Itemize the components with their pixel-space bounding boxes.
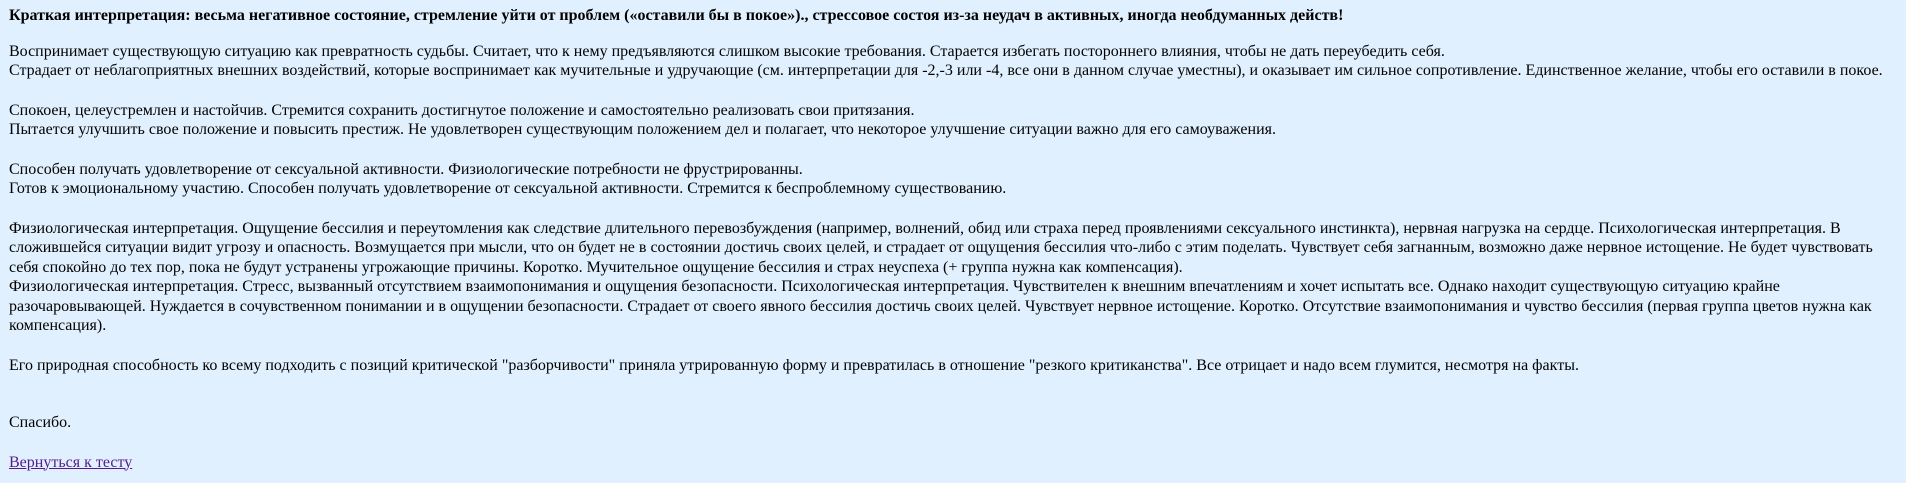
text-line: Физиологическая интерпретация. Стресс, вызванный отсутствием взаимопонимания и ощущения безопасности. Психологическая интерпретация. Чувствителен к внешним впечатлениям и хочет испытать все. Однако находит существующую ситуацию крайне xyxy=(9,278,1780,295)
scrollbar[interactable] xyxy=(1894,0,1906,483)
text-line: разочаровывающей. Нуждается в сочувственном понимании и в ощущении безопасности. Страдает от своего явного бессилия достичь своих целей. Чувствует нервное истощение. Коротко. Отсутствие взаимопонимания и чувство бессилия (первая группа цветов нужна как xyxy=(9,297,1872,315)
text-line: Его природная способность ко всему подходить с позиций критической "разборчивости" приняла утрированную форму и превратилась в отношение "резкого критиканства". Все отрицает и надо всем глумится, несмотря на факты. xyxy=(9,356,1579,374)
summary-heading: Краткая интерпретация: весьма негативное состояние, стремление уйти от проблем («оставили бы в покое»)., стрессовое состоя из-за неудач в активных, иногда необдуманных действ! xyxy=(9,7,1344,24)
paragraph-situation xyxy=(9,42,1891,81)
text-line: Пытается улучшить свое положение и повысить престиж. Не удовлетворен существующим положением дел и полагает, что некоторое улучшение ситуации важно для его самоуважения. xyxy=(9,121,1276,138)
text-line: сложившейся ситуации видит угрозу и опасность. Возмущается при мысли, что он будет не в состоянии достичь своих целей, и страдает от ощущения бессилия что-либо с этим поделать. Чувствует себя загнанным, возможно даже нервное истощение. Не будет чувствовать xyxy=(9,239,1873,256)
text-line: Воспринимает существующую ситуацию как превратность судьбы. Считает, что к нему предъявляются слишком высокие требования. Старается избегать постороннего влияния, чтобы не дать переубедить себя. xyxy=(9,42,1445,60)
text-line: Спокоен, целеустремлен и настойчив. Стремится сохранить достигнутое положение и самостоятельно реализовать свои притязания. xyxy=(9,101,915,119)
paragraph-goals xyxy=(9,101,1891,140)
back-to-test-link[interactable]: Вернуться к тесту xyxy=(9,453,133,471)
text-line: компенсация). xyxy=(9,317,107,334)
paragraph-physiological-needs xyxy=(9,160,1891,199)
thanks-text: Спасибо. xyxy=(9,414,72,431)
text-line: Готов к эмоциональному участию. Способен получать удовлетворение от сексуальной активности. Стремится к беспроблемному существованию. xyxy=(9,180,1007,197)
paragraph-interpretation xyxy=(9,219,1891,336)
text-line: Физиологическая интерпретация. Ощущение бессилия и переутомления как следствие длительного перевозбуждения (например, волнений, обид или страха перед проявлениями сексуального инстинкта), нервная нагрузка на сердце. Психологическая интерпретация. В xyxy=(9,219,1841,237)
paragraph-criticism xyxy=(9,356,1891,376)
text-line: Страдает от неблагоприятных внешних воздействий, которые воспринимает как мучительные и удручающие (см. интерпретации для -2,-3 или -4, все они в данном случае уместны), и оказывает им сильное сопротивление. Единственное желание, чтобы его оставили в покое. xyxy=(9,62,1883,79)
result-page xyxy=(9,6,1891,472)
text-line: Способен получать удовлетворение от сексуальной активности. Физиологические потребности не фрустрированны. xyxy=(9,160,803,178)
text-line: себя спокойно до тех пор, пока не будут устранены угрожающие причины. Коротко. Мучительное ощущение бессилия и страх неуспеха (+ группа нужна как компенсация). xyxy=(9,258,1183,276)
